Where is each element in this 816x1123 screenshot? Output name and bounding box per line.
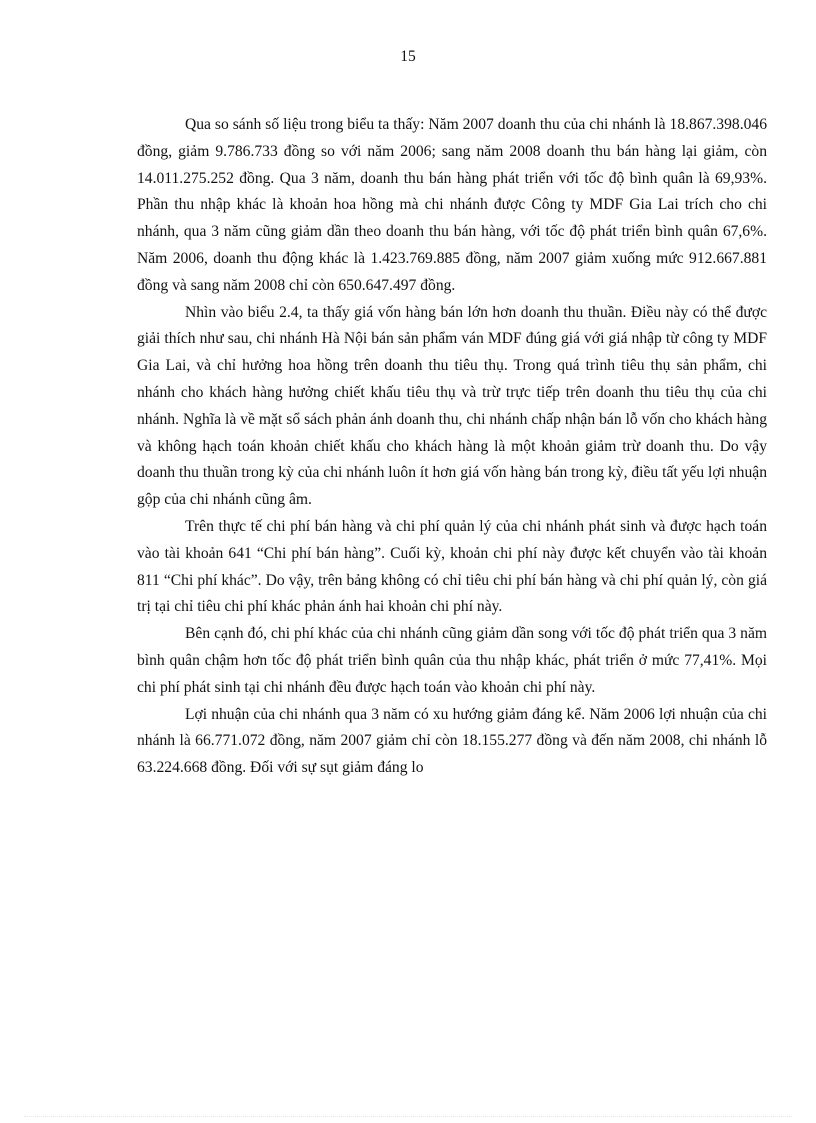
paragraph-profit: Lợi nhuận của chi nhánh qua 3 năm có xu hướng giảm đáng kể. Năm 2006 lợi nhuận của chi nhánh là 66.771.072 đồng, năm 2007 giảm chỉ còn 18.155.277 đồng và đến năm 2008, chi nhánh lỗ 63.224.668 đồng. Đối với sự sụt giảm đáng lo [137, 705, 767, 777]
page-bottom-rule [24, 1116, 792, 1117]
body-text [137, 112, 767, 782]
paragraph-selling-expenses: Trên thực tế chi phí bán hàng và chi phí quản lý của chi nhánh phát sinh và được hạch toán vào tài khoản 641 “Chi phí bán hàng”. Cuối kỳ, khoản chi phí này được kết chuyển vào tài khoản 811 “Chi phí khác”. Do vậy, trên bảng không có chỉ tiêu chi phí bán hàng và chi phí quản lý, còn giá trị tại chỉ tiêu chi phí khác phản ánh hai khoản chi phí này. [137, 517, 767, 616]
page-number: 15 [400, 48, 416, 65]
paragraph-cost-of-goods: Nhìn vào biểu 2.4, ta thấy giá vốn hàng bán lớn hơn doanh thu thuần. Điều này có thể được giải thích như sau, chi nhánh Hà Nội bán sản phẩm ván MDF đúng giá với giá nhập từ công ty MDF Gia Lai, và chỉ hưởng hoa hồng trên doanh thu tiêu thụ. Trong quá trình tiêu thụ sản phẩm, chi nhánh cho khách hàng hưởng chiết khấu tiêu thụ và trừ trực tiếp trên doanh thu tiêu thụ của chi nhánh. Nghĩa là về mặt sổ sách phản ánh doanh thu, chi nhánh chấp nhận bán lỗ vốn cho khách hàng và không hạch toán khoản chiết khấu cho khách hàng là một khoản giảm trừ doanh thu. Do vậy doanh thu thuần trong kỳ của chi nhánh luôn ít hơn giá vốn hàng bán trong kỳ, điều tất yếu lợi nhuận gộp của chi nhánh cũng âm. [137, 303, 767, 509]
paragraph-revenue: Qua so sánh số liệu trong biểu ta thấy: Năm 2007 doanh thu của chi nhánh là 18.867.398.046 đồng, giảm 9.786.733 đồng so với năm 2006; sang năm 2008 doanh thu bán hàng lại giảm, còn 14.011.275.252 đồng. Qua 3 năm, doanh thu bán hàng phát triển với tốc độ bình quân là 69,93%. Phần thu nhập khác là khoản hoa hồng mà chi nhánh được Công ty MDF Gia Lai trích cho chi nhánh, qua 3 năm cũng giảm dần theo doanh thu bán hàng, với tốc độ phát triển bình quân 67,6%. Năm 2006, doanh thu động khác là 1.423.769.885 đồng, năm 2007 giảm xuống mức 912.667.881 đồng và sang năm 2008 chỉ còn 650.647.497 đồng. [137, 116, 767, 294]
paragraph-other-expenses: Bên cạnh đó, chi phí khác của chi nhánh cũng giảm dần song với tốc độ phát triển qua 3 năm bình quân chậm hơn tốc độ phát triển bình quân của thu nhập khác, phát triển ở mức 77,41%. Mọi chi phí phát sinh tại chi nhánh đều được hạch toán vào khoản chi phí này. [137, 625, 767, 696]
